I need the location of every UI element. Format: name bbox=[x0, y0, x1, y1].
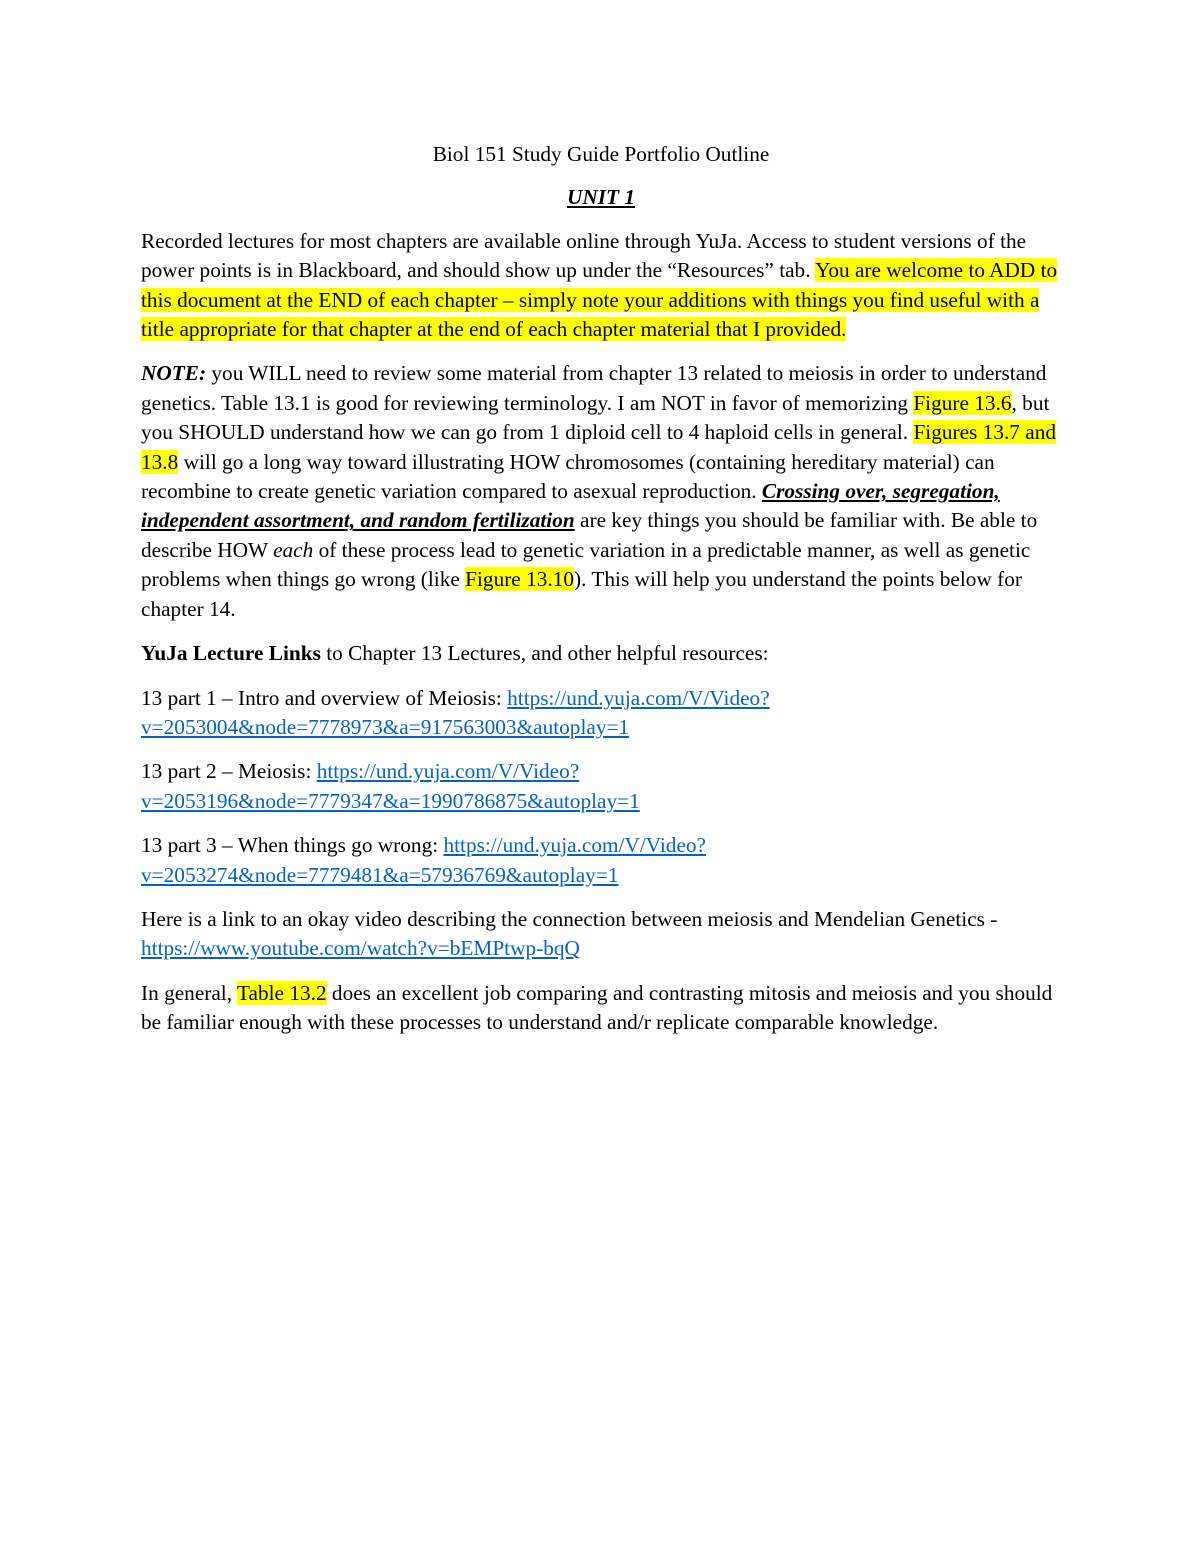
note-text-1: you WILL need to review some material from chapter 13 related to meiosis in order to understand genetics. Table 13.1 is good for reviewing terminology. I am NOT in favor of memorizing bbox=[141, 361, 1047, 415]
general-text-2: does an excellent job comparing and contrasting mitosis and meiosis and you should be familiar enough with these processes to understand and/r replicate comparable knowledge. bbox=[141, 980, 1053, 1035]
table-13-2-highlight: Table 13.2 bbox=[237, 980, 327, 1005]
video-paragraph bbox=[141, 905, 1061, 964]
yuja-paragraph bbox=[141, 639, 1061, 668]
video-text: Here is a link to an okay video describing the connection between meiosis and Mendelian Genetics - bbox=[141, 906, 998, 931]
lecture-label: 13 part 2 – Meiosis: bbox=[141, 759, 317, 784]
figures-13-7-13-8-highlight: Figures 13.7 and 13.8 bbox=[141, 420, 1057, 474]
lecture-link[interactable]: https://und.yuja.com/V/Video? v=2053004&node=7778973&a=917563003&autoplay=1 bbox=[141, 685, 770, 739]
note-label: NOTE: bbox=[141, 361, 207, 386]
figure-13-6-highlight: Figure 13.6 bbox=[913, 390, 1012, 415]
note-each: each bbox=[273, 537, 314, 562]
yuja-text: to Chapter 13 Lectures, and other helpful resources: bbox=[320, 641, 769, 666]
lecture-item bbox=[141, 757, 1061, 816]
document-title: Biol 151 Study Guide Portfolio Outline bbox=[432, 142, 770, 166]
general-paragraph bbox=[141, 979, 1061, 1038]
lecture-link-text: https://und.yuja.com/V/Video? v=2053196&node=7779347&a=1990786875&autoplay=1 bbox=[141, 759, 640, 813]
intro-paragraph bbox=[141, 227, 1061, 345]
note-text-2: , but you SHOULD understand how we can go from 1 diploid cell to 4 haploid cells in general. bbox=[141, 390, 1050, 445]
note-text-3: will go a long way toward illustrating HOW chromosomes (containing hereditary material) can recombine to create genetic variation compared to asexual reproduction. bbox=[141, 449, 995, 504]
intro-highlight: You are welcome to ADD to this document at the END of each chapter – simply note your additions with things you find useful with a title appropriate for that chapter at the end of each chapter material that I provided. bbox=[141, 258, 1058, 342]
lecture-label: 13 part 1 – Intro and overview of Meiosis: bbox=[141, 685, 508, 710]
note-text-5: of these process lead to genetic variation in a predictable manner, as well as genetic problems when things go wrong (like bbox=[141, 537, 1031, 592]
note-paragraph bbox=[141, 359, 1061, 624]
lecture-label: 13 part 3 – When things go wrong: bbox=[141, 833, 444, 858]
document-page bbox=[141, 140, 1061, 1053]
lecture-item bbox=[141, 684, 1061, 743]
intro-text: Recorded lectures for most chapters are available online through YuJa. Access to student versions of the power points is in Blackboard, and should show up under the “Resources” tab. bbox=[141, 228, 1027, 283]
figure-13-10-highlight: Figure 13.10 bbox=[465, 567, 575, 592]
lecture-item bbox=[141, 831, 1061, 890]
general-text-1: In general, bbox=[141, 980, 237, 1005]
youtube-link[interactable]: https://www.youtube.com/watch?v=bEMPtwp-bqQ bbox=[141, 936, 580, 961]
lecture-link-text: https://und.yuja.com/V/Video? v=2053274&node=7779481&a=57936769&autoplay=1 bbox=[141, 833, 706, 887]
unit-heading: UNIT 1 bbox=[566, 185, 636, 210]
key-terms: Crossing over, segregation, independent assortment, and random fertilization bbox=[141, 479, 1000, 533]
note-text-6: ). This will help you understand the points below for chapter 14. bbox=[141, 567, 1022, 621]
yuja-label: YuJa Lecture Links bbox=[141, 641, 321, 666]
note-text-4: are key things you should be familiar with. Be able to describe HOW bbox=[141, 508, 1038, 562]
